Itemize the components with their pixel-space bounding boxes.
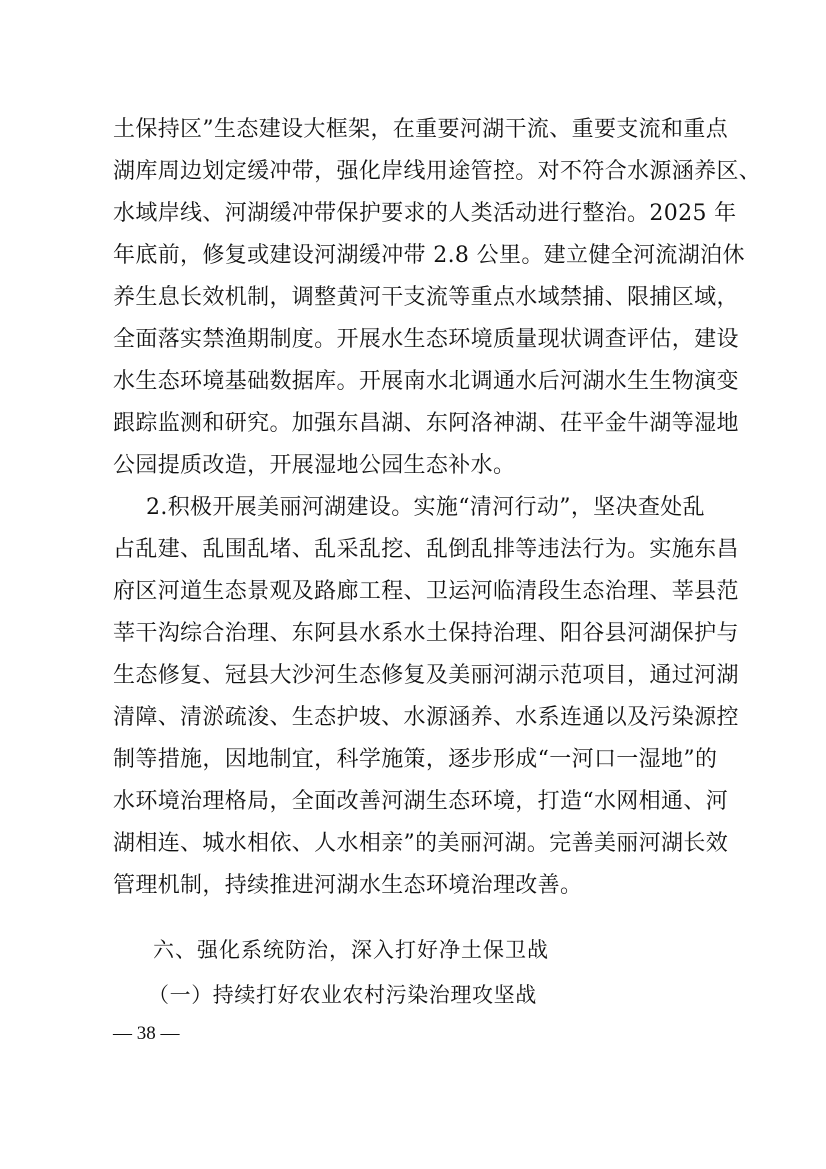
text-line: 府区河道生态景观及路廊工程、卫运河临清段生态治理、莘县范 xyxy=(113,579,739,604)
section-heading: 六、强化系统防治，深入打好净土保卫战 xyxy=(153,938,549,962)
text-line: 占乱建、乱围乱堵、乱采乱挖、乱倒乱排等违法行为。实施东昌 xyxy=(113,537,739,562)
text-line: 公园提质改造，开展湿地公园生态补水。 xyxy=(113,453,516,478)
text-line: 水域岸线、河湖缓冲带保护要求的人类活动进行整治。2025 年 xyxy=(113,201,737,226)
text-line: 全面落实禁渔期制度。开展水生态环境质量现状调查评估，建设 xyxy=(113,327,739,352)
paragraph-start-line: 2.积极开展美丽河湖建设。实施“清河行动”，坚决查处乱 xyxy=(146,495,705,520)
text-line: 清障、清淤疏浚、生态护坡、水源涵养、水系连通以及污染源控 xyxy=(113,705,739,730)
text-line: 年底前，修复或建设河湖缓冲带 2.8 公里。建立健全河流湖泊休 xyxy=(113,243,745,268)
text-line: 湖相连、城水相依、人水相亲”的美丽河湖。完善美丽河湖长效 xyxy=(113,831,729,856)
text-line: 生态修复、冠县大沙河生态修复及美丽河湖示范项目，通过河湖 xyxy=(113,663,739,688)
text-line: 水生态环境基础数据库。开展南水北调通水后河湖水生生物演变 xyxy=(113,369,739,394)
text-line: 湖库周边划定缓冲带，强化岸线用途管控。对不符合水源涵养区、 xyxy=(113,159,762,184)
text-line: 土保持区”生态建设大框架，在重要河湖干流、重要支流和重点 xyxy=(113,117,729,142)
text-line: 养生息长效机制，调整黄河干支流等重点水域禁捕、限捕区域， xyxy=(113,285,739,310)
subsection-heading: （一）持续打好农业农村污染治理攻坚战 xyxy=(148,983,537,1007)
text-line: 水环境治理格局，全面改善河湖生态环境，打造“水网相通、河 xyxy=(113,789,729,814)
page-number: — 38 — xyxy=(113,1023,180,1044)
text-line: 管理机制，持续推进河湖水生态环境治理改善。 xyxy=(113,873,583,898)
text-line: 莘干沟综合治理、东阿县水系水土保持治理、阳谷县河湖保护与 xyxy=(113,621,739,646)
text-line: 制等措施，因地制宜，科学施策，逐步形成“一河口一湿地”的 xyxy=(113,747,718,772)
text-line: 跟踪监测和研究。加强东昌湖、东阿洛神湖、茌平金牛湖等湿地 xyxy=(113,411,739,436)
